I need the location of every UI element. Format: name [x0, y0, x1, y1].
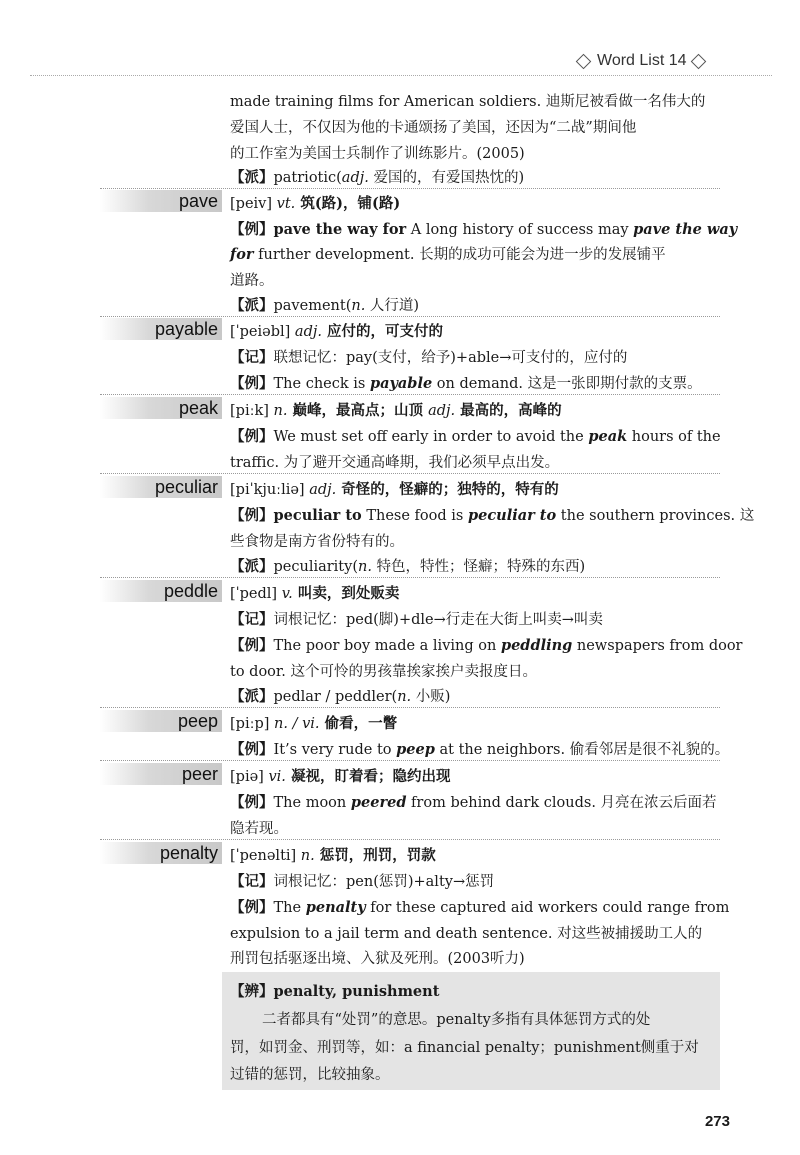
definition-line: [ˈpeiəbl] adj. 应付的，可支付的 — [230, 323, 444, 340]
distinction-line: 二者都具有“处罚”的意思。penalty多指有具体惩罚方式的处 — [262, 1012, 651, 1028]
word-list-title: Word List 14 — [597, 52, 687, 69]
example-line: 【例】It’s very rude to peep at the neighbors. 偷看邻居是很不礼貌的。 — [230, 741, 730, 758]
derivative-line: 【派】peculiarity(n. 特色，特性；怪癖；特殊的东西) — [230, 558, 586, 575]
entry-separator — [100, 707, 720, 708]
memory-line: 【记】词根记忆：pen(惩罚)+alty→惩罚 — [230, 873, 495, 890]
entry-separator — [100, 188, 720, 189]
example-line: 些食物是南方省份特有的。 — [230, 534, 404, 550]
example-line: 【例】The poor boy made a living on peddling newspapers from door — [230, 637, 743, 654]
example-line: 隐若现。 — [230, 821, 288, 837]
distinction-title: 【辨】penalty, punishment — [230, 983, 440, 1000]
header-divider — [30, 75, 772, 76]
entry-separator — [100, 839, 720, 840]
example-line: 道路。 — [230, 273, 274, 289]
definition-line: [ˈpenəlti] n. 惩罚，刑罚，罚款 — [230, 847, 436, 864]
headword-pave: pave — [100, 190, 222, 212]
distinction-line: 过错的惩罚，比较抽象。 — [230, 1067, 390, 1083]
example-line: for further development. 长期的成功可能会为进一步的发展铺平 — [230, 246, 666, 263]
running-header — [572, 48, 772, 74]
derivative-line: 【派】pavement(n. 人行道) — [230, 297, 420, 314]
headword-peak: peak — [100, 397, 222, 419]
example-line: 【例】We must set off early in order to avoid the peak hours of the — [230, 428, 721, 445]
example-line: 【例】pave the way for A long history of success may pave the way — [230, 221, 738, 238]
definition-line: [piˈkjuːliə] adj. 奇怪的，怪癖的；独特的，特有的 — [230, 481, 559, 498]
intro-line: 的工作室为美国士兵制作了训练影片。(2005) — [230, 146, 525, 162]
headword-peddle: peddle — [100, 580, 222, 602]
headword-peep: peep — [100, 710, 222, 732]
entry-separator — [100, 760, 720, 761]
example-line: 【例】The penalty for these captured aid workers could range from — [230, 899, 730, 916]
derivative-line: 【派】patriotic(adj. 爱国的，有爱国热忱的) — [230, 169, 525, 186]
headword-penalty: penalty — [100, 842, 222, 864]
headword-payable: payable — [100, 318, 222, 340]
example-line: to door. 这个可怜的男孩靠挨家挨户卖报度日。 — [230, 664, 537, 680]
entry-separator — [100, 394, 720, 395]
definition-line: [ˈpedl] v. 叫卖，到处贩卖 — [230, 585, 400, 602]
example-line: 【例】The moon peered from behind dark clouds. 月亮在浓云后面若 — [230, 794, 717, 811]
diamond-icon — [690, 53, 706, 69]
headword-peculiar: peculiar — [100, 476, 222, 498]
definition-line: [piːp] n. / vi. 偷看，一瞥 — [230, 715, 398, 732]
headword-peer: peer — [100, 763, 222, 785]
intro-line: 爱国人士，不仅因为他的卡通颂扬了美国，还因为“二战”期间他 — [230, 120, 637, 136]
memory-line: 【记】词根记忆：ped(脚)+dle→行走在大街上叫卖→叫卖 — [230, 611, 603, 628]
example-line: expulsion to a jail term and death sentence. 对这些被捕援助工人的 — [230, 926, 703, 942]
entry-separator — [100, 473, 720, 474]
example-line: 【例】peculiar to These food is peculiar to the southern provinces. 这 — [230, 507, 755, 524]
definition-line: [peiv] vt. 筑(路)，铺(路) — [230, 195, 401, 212]
example-line: 刑罚包括驱逐出境、入狱及死刑。(2003听力) — [230, 951, 525, 967]
memory-line: 【记】联想记忆：pay(支付，给予)+able→可支付的，应付的 — [230, 349, 628, 366]
entry-separator — [100, 316, 720, 317]
intro-line: made training films for American soldiers. 迪斯尼被看做一名伟大的 — [230, 94, 706, 110]
derivative-line: 【派】pedlar / peddler(n. 小贩) — [230, 688, 451, 705]
example-line: 【例】The check is payable on demand. 这是一张即期付款的支票。 — [230, 375, 702, 392]
entry-separator — [100, 577, 720, 578]
page-number: 273 — [704, 1113, 730, 1130]
example-line: traffic. 为了避开交通高峰期，我们必须早点出发。 — [230, 455, 560, 471]
diamond-icon — [576, 53, 592, 69]
distinction-line: 罚，如罚金、刑罚等，如：a financial penalty；punishment侧重于对 — [230, 1040, 699, 1056]
definition-line: [piə] vi. 凝视，盯着看；隐约出现 — [230, 768, 451, 785]
definition-line: [piːk] n. 巅峰，最高点；山顶 adj. 最高的，高峰的 — [230, 402, 562, 419]
